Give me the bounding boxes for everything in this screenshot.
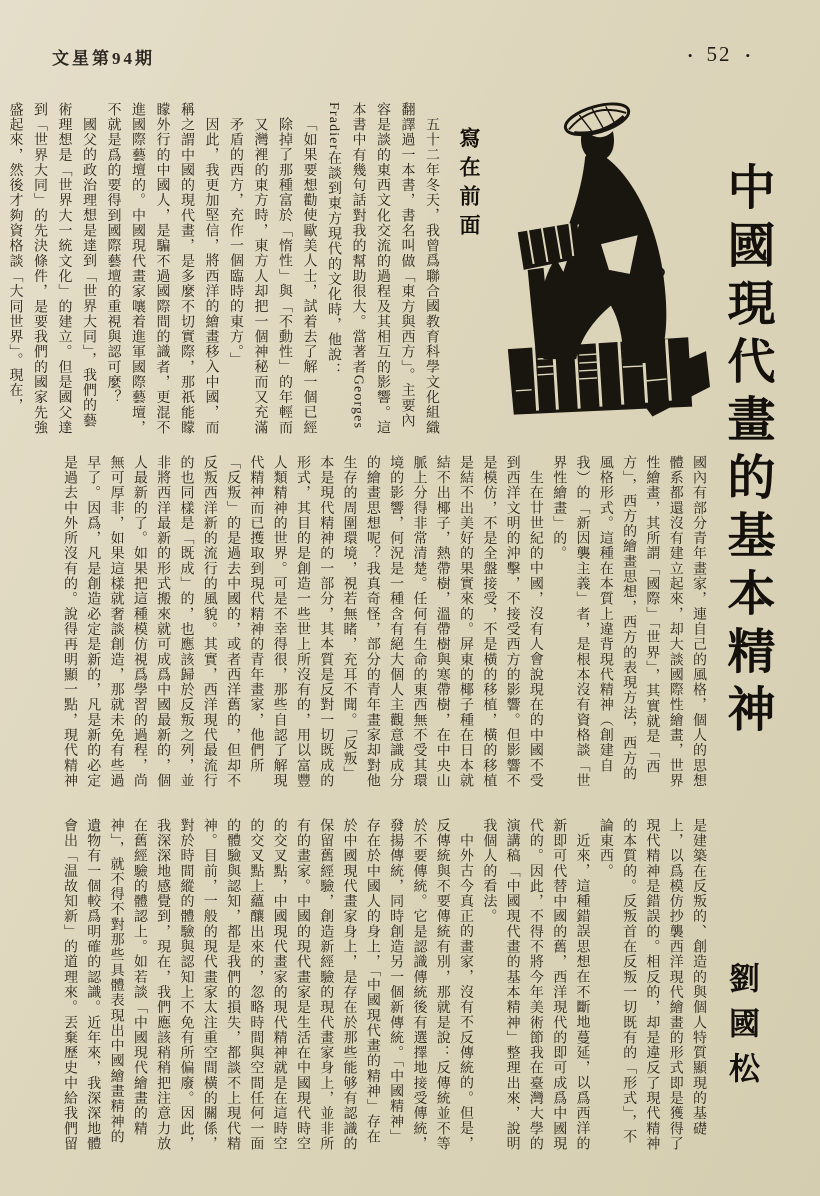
- body-paragraph: 生在廿世紀的中國，沒有人會說現在的中國不受到西洋文明的沖擊，不接受西方的影響。但影響不是模仿，不是全盤接受，不是橫的移植，橫的移植是結不出美好的果實來的。屏東的椰子種在日本就結不出椰子，熱帶樹，溫帶樹與寒帶樹，在中央山脈上分得非常清楚。任何有生命的東西無不受其環境的影響，何況是一種含有絕大個人主觀意識成分的繪畫思想呢？我真奇怪，部分的青年畫家却對他生存的周圍環境，視若無睹，充耳不聞。「反叛」本是現代精神的一部分，其本質是反對一切既成的形式，其目的是創造一些世上所沒有的，用以富豐人類精神的世界。可是不幸得很，那些自認了解現代精神而已擭取到現代精神的青年畫家，他們所「反叛」的是過去中國的，或者西洋舊的，但却不反叛西洋新的流行的風貌。其實，西洋現代最流行的也同樣是「既成」的，也應該歸於反叛之列，並非將西洋最新的形式搬來就可成爲中國最新的，個人最新的了。如果把這種模仿視爲學習的過程，尚無可厚非，如果這樣就奢談創造，那就未免有些過早了。因爲，凡是創造必定是新的，凡是新的必定是過去中外所沒有的。說得再明顯一點，現代精神: [61, 455, 543, 789]
- preface-paragraph: 因此，我更加堅信，將西洋的繪畫移入中國，而稱之謂中國的現代畫，是多麼不切實際，那祇能矇矇外行的中國人，是騙不過國際間的識者，更混不進國際藝壇的。中國現代畫家嚷着進軍國際藝壇，不就是爲的要得到國際藝壇的重視與認可麼？: [105, 102, 219, 436]
- preface-paragraph: 國父的政治理想是達到「世界大同」，我們的藝術理想是「世界大一統文化」的建立。但是國父達到「世界大同」的先決條件，是要我們的國家先強盛起來，然後才夠資格談「大同世界」。現在，: [7, 102, 96, 436]
- article-title: 中國現代畫的基本精神: [720, 162, 773, 742]
- page-dot-left: •: [687, 48, 693, 63]
- page-number-value: 52: [706, 42, 732, 66]
- figure-hat: [562, 98, 632, 141]
- woodcut-illustration: [492, 92, 710, 424]
- preface-section: [4, 102, 486, 438]
- body-paragraph: 國內有部分青年畫家，連自己的風格，個人的思想體系都還沒有建立起來，却大談國際性繪畫，世界性繪畫，其所謂「國際」「世界」，其實就是「西方」，西方的繪畫思想，西方的表現方法，西方的風格形式。這種在本質上違背現代精神（創建自我）的「新因襲主義」者，是根本沒有資格談「世界性繪畫」的。: [551, 455, 706, 789]
- body-section-lower: [26, 818, 710, 1154]
- body-paragraph: 是建築在反叛的、創造的與個人特質顯現的基礎上，以爲模仿抄襲西洋現代繪畫的形式即是獲得了現代精神是錯誤的。相反的，却是違反了現代精神的本質的。反叛首在反叛一切既有的「形式」，不論東西。: [597, 818, 706, 1152]
- page-number: [688, 42, 750, 67]
- body-paragraph: 中外古今真正的畫家，沒有不反傳統的。但是，反傳統與不要傳統有別，那就是說：反傳統並不等於不要傳統。它是認識傳統後有選擇地接受傳統，發揚傳統，同時創造另一個新傳統。「中國精神」存在於中國人的身上，「中國現代畫的精神」存在於中國現代畫家身上，是存在於那些能够有認識的保留舊經驗，創造新經驗的現代畫家身上，並非所有的畫家。中國的現代畫家是生活在中國現代時空的交叉點，中國現代畫家的現代精神就是在這時空的交叉點上蘊釀出來的，忽略時間與空間任何一面的體驗與認知，都是我們的損失，都談不上現代精神。目前，一般的現代畫家太注重空間橫的關係，對於時間縱的體驗與認知上不免有所偏廢。因此，我深深地感覺到，現在，我們應該稍稍把注意力放在舊經驗的體認上。如若談「中國現代繪畫的精神」，就不得不對那些具體表現出中國繪畫精神的遺物有一個較爲明確的認識。近年來，我深深地體會出「温故知新」的道理來。丟棄歷史中給我們留: [61, 818, 474, 1152]
- preface-paragraph: 五十二年冬天，我曾爲聯合國教育科學文化組織翻譯過一本書，書名叫做「東方與西方」。主要內容是談的東西文化交流的過程及其相互的影響。這本書中有幾句話對我的幫助很大。當著者Georges Fradier在談到東方現代的文化時，他說：: [326, 102, 439, 436]
- magazine-title: 文星第94期: [52, 49, 155, 68]
- body-section-upper: [26, 455, 710, 791]
- author-name: 劉國松: [724, 962, 759, 1097]
- page-dot-right: •: [745, 48, 750, 63]
- preface-heading: 寫在前面: [457, 127, 481, 243]
- body-paragraph: 近來，這種錯誤思想在不斷地蔓延，以爲西洋的新即可代替中國的舊，西洋現代的即可成爲中國現代的。因此，不得不將今年美術節我在臺灣大學的演講稿「中國現代畫的基本精神」整理出來，說明我個人的看法。: [481, 818, 590, 1152]
- preface-quote-paragraph: 「如果要想勸使歐美人士，試着去了解一個已經除掉了那種富於「惰性」與「不動性」的年輕而又灣裡的東方時，東方人却把一個神秘而又充滿矛盾的西方，充作一個臨時的東方。」: [228, 117, 317, 436]
